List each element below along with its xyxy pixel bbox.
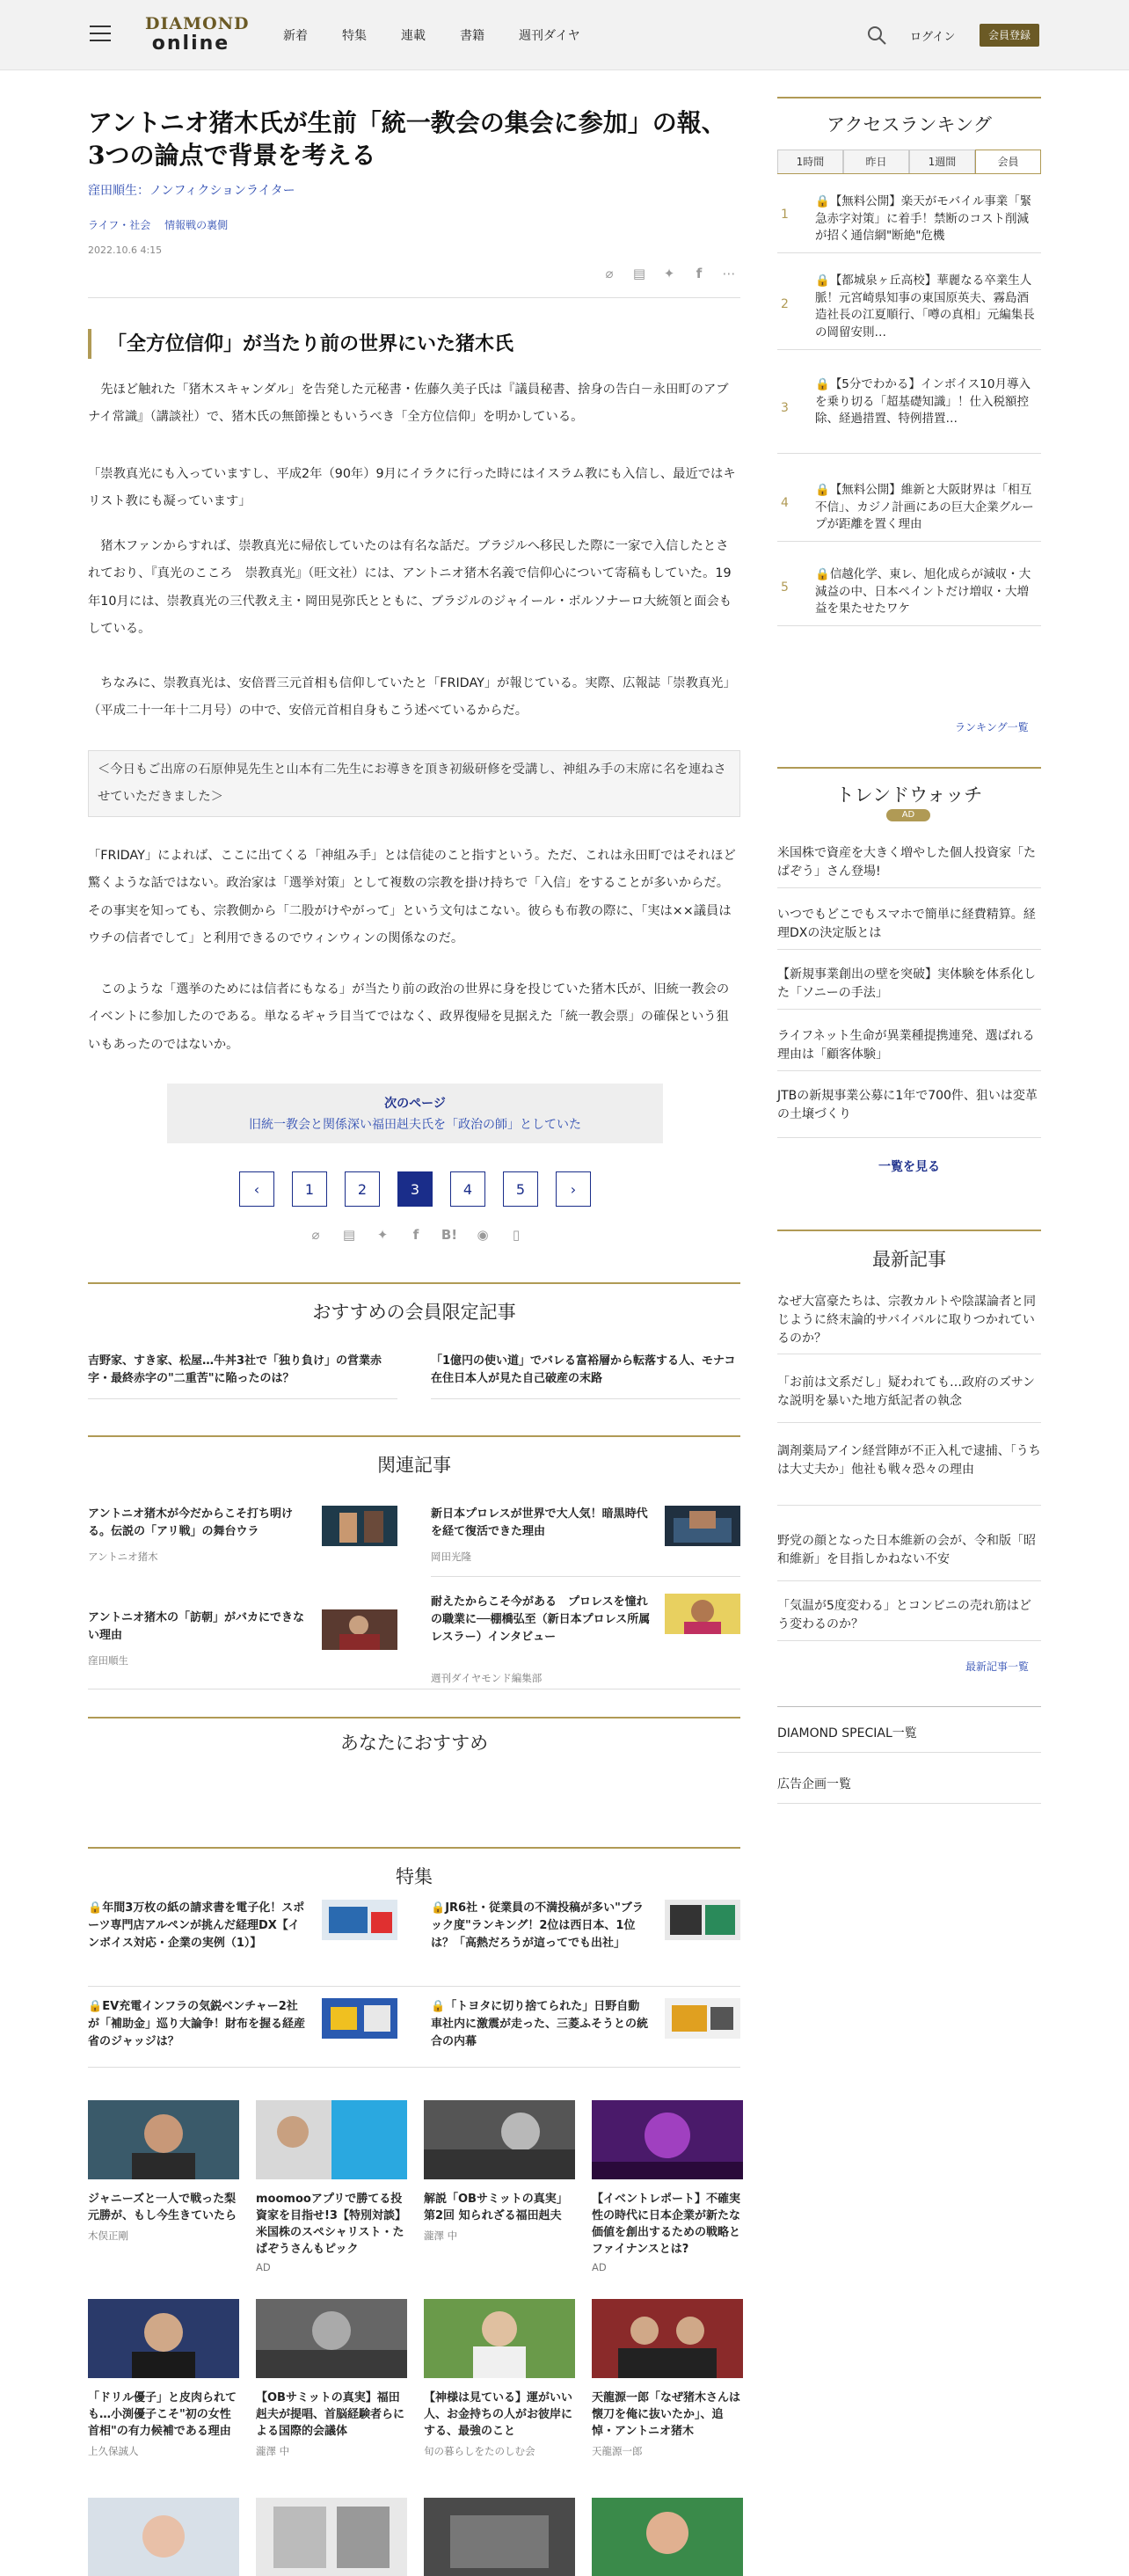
- next-page-box[interactable]: [167, 1084, 663, 1143]
- bookmark-icon[interactable]: ▯: [512, 1227, 521, 1243]
- card-title: moomooアプリで勝てる投資家を目指せ!3【特別対談】米国株のスペシャリスト・たぱぞうさんもピック: [256, 2193, 406, 2256]
- feature-article-title: [88, 1900, 308, 1952]
- divider: [88, 1986, 740, 1987]
- article-card[interactable]: [424, 2100, 575, 2243]
- article-card[interactable]: [592, 2100, 743, 2273]
- card-image: [88, 2299, 239, 2378]
- body-paragraph: 「崇教真光にも入っていますし、平成2年（90年）9月にイラクに行った時にはイスラム教にも入信し、最近ではキリスト教にも凝っています」: [88, 467, 736, 509]
- section-heading: 「全方位信仰」が当たり前の世界にいた猪木氏: [88, 329, 739, 359]
- lock-icon: 🔒: [431, 2000, 446, 2013]
- card-title: 【神様は見ている】運がいい人、お金持ちの人がお彼岸にする、最強のこと: [424, 2391, 573, 2438]
- latest-item[interactable]: 調剤薬局アイン経営陣が不正入札で逮捕、「うちは大丈夫か」他社も戦々恐々の理由: [777, 1442, 1041, 1506]
- facebook-icon[interactable]: f: [696, 266, 703, 281]
- share-toolbar: [600, 264, 739, 283]
- feature-title-text: 「トヨタに切り捨てられた」日野自動車社内に激震が走った、三菱ふそうとの統合の内幕: [431, 2000, 649, 2049]
- trend-item[interactable]: 【新規事業創出の壁を突破】実体験を体系化した「ソニーの手法」: [777, 966, 1041, 1010]
- rank-title: [815, 482, 1035, 534]
- divider: [431, 1576, 740, 1577]
- card-image[interactable]: [424, 2498, 575, 2576]
- card-author: AD: [256, 2261, 271, 2274]
- related-article-title: アントニオ猪木の「訪朝」がバカにできない理由: [88, 1611, 304, 1643]
- members-article[interactable]: 「1億円の使い道」でバレる富裕層から転落する人、モナコ在住日本人が見た自己破産の末路: [431, 1353, 740, 1399]
- ranking-item[interactable]: [777, 266, 1041, 350]
- latest-item[interactable]: 野党の顔となった日本維新の会が、令和版「昭和維新」を目指しかねない不安: [777, 1532, 1041, 1581]
- lock-icon: 🔒: [815, 483, 830, 497]
- related-article-author: 岡田光隆: [431, 1551, 471, 1563]
- related-thumbnail: [322, 1506, 397, 1546]
- register-button[interactable]: 会員登録: [980, 24, 1039, 47]
- article-card[interactable]: [256, 2100, 407, 2273]
- related-thumbnail: [665, 1506, 740, 1546]
- tab-1week[interactable]: 1週間: [909, 150, 975, 173]
- card-title: 【イベントレポート】不確実性の時代に日本企業が新たな価値を創出するための戦略とファイナンスとは?: [592, 2193, 741, 2256]
- card-author: 瀧澤 中: [256, 2444, 290, 2457]
- page-link[interactable]: 2: [345, 1171, 380, 1207]
- menu-icon[interactable]: [90, 26, 111, 43]
- feature-title-text: EV充電インフラの気鋭ベンチャー2社が「補助金」巡り大論争！財布を握る経産省のジャッジは？: [88, 2000, 306, 2049]
- card-author: 旬の暮らしをたのしむ会: [424, 2444, 535, 2457]
- lock-icon: 🔒: [815, 274, 830, 288]
- body-paragraph: 先ほど触れた「猪木スキャンダル」を告発した元秘書・佐藤久美子氏は『議員秘書、捨身の告白－永田町のアブナイ常識』（講談社）で、猪木氏の無節操ともいうべき「全方位信仰」を明かしている。: [88, 383, 729, 425]
- quote-box: ＜今日もご出席の石原伸晃先生と山本有二先生にお導きを頂き初級研修を受講し、神組み手の末席に名を連ねさせていただきました＞: [88, 750, 740, 817]
- card-image[interactable]: [256, 2498, 407, 2576]
- latest-item[interactable]: なぜ大富豪たちは、宗教カルトや陰謀論者と同じように終末論的サバイバルに取りつかれているのか？: [777, 1293, 1041, 1354]
- card-author: 天龍源一郎: [592, 2444, 643, 2457]
- twitter-icon[interactable]: ✦: [376, 1227, 389, 1243]
- divider: [777, 97, 1041, 99]
- author-link[interactable]: 窪田順生：ノンフィクションライター: [88, 184, 295, 198]
- rank-title-text: 信越化学、東レ、旭化成らが減収・大減益の中、日本ペイントだけ増収・大増益を果たせたワケ: [815, 567, 1031, 617]
- card-image[interactable]: [88, 2498, 239, 2576]
- body-paragraph: 「FRIDAY」によれば、ここに出てくる「神組み手」とは信徒のこと指すという。ただ、これは永田町ではそれほど驚くような話ではない。政治家は「選挙対策」として複数の宗教を掛け持ちで「入信」をすることが多いからだ。その事実を知っても、宗教側から「二股がけやがって」という文句はこない。彼らも布教の際に、「実は××議員はウチの信者でして」と利用できるのでウィンウィンの関係なのだ。: [88, 849, 736, 946]
- divider: [88, 1717, 740, 1719]
- feature-thumbnail: [322, 1998, 397, 2039]
- feature-thumbnail: [665, 1900, 740, 1940]
- login-link[interactable]: ログイン: [910, 31, 956, 44]
- trend-item[interactable]: いつでもどこでもスマホで簡単に経費精算。経理DXの決定版とは: [777, 906, 1041, 950]
- ranking-list-link[interactable]: ランキング一覧: [955, 721, 1029, 733]
- line-icon[interactable]: ◉: [477, 1227, 489, 1243]
- tab-yesterday[interactable]: 昨日: [843, 150, 909, 173]
- related-article-author: 週刊ダイヤモンド編集部: [431, 1672, 543, 1684]
- facebook-icon[interactable]: f: [412, 1227, 419, 1243]
- rank-title-text: 【無料公開】維新と大阪財界は「相互不信」、カジノ計画にあの巨大企業グループが距離を置く理由: [815, 483, 1034, 532]
- rank-title-text: 【都城泉ヶ丘高校】華麗なる卒業生人脈！元宮崎県知事の東国原英夫、霧島酒造社長の江夏順行、「噂の真相」元編集長の岡留安則…: [815, 274, 1035, 339]
- feature-article[interactable]: [88, 1900, 397, 1979]
- card-author: 木俣正剛: [88, 2229, 128, 2242]
- feature-article[interactable]: [88, 1998, 397, 2060]
- rank-number: 4: [781, 496, 789, 510]
- nav-item-books[interactable]: 書籍: [460, 29, 484, 43]
- nav-item-features[interactable]: 特集: [342, 29, 367, 43]
- trend-see-all-link[interactable]: 一覧を見る: [878, 1160, 940, 1174]
- next-page-title: 旧統一教会と関係深い福田赳夫氏を「政治の師」としていた: [249, 1118, 581, 1132]
- more-icon[interactable]: ⋯: [722, 266, 736, 281]
- related-article-title: 耐えたからこそ今がある プロレスを憧れの職業に──棚橋弘至（新日本プロレス所属レスラー）インタビュー: [431, 1595, 651, 1645]
- divider: [88, 297, 740, 298]
- rank-title-text: 【無料公開】楽天がモバイル事業「緊急赤字対策」に着手！禁断のコスト削減が招く通信網"断絶"危機: [815, 194, 1032, 244]
- divider: [88, 1435, 740, 1437]
- card-title: ジャニーズと一人で戦った梨元勝が、もし今生きていたら: [88, 2193, 237, 2222]
- print-icon[interactable]: ▤: [632, 266, 646, 281]
- related-section-title: 関連記事: [377, 1455, 451, 1476]
- clip-icon[interactable]: ⌀: [605, 266, 614, 281]
- lock-icon: 🔒: [815, 567, 830, 581]
- rank-number: 2: [781, 297, 789, 311]
- divider: [88, 2067, 740, 2068]
- card-image: [592, 2299, 743, 2378]
- clip-icon[interactable]: ⌀: [311, 1227, 320, 1243]
- related-article[interactable]: [431, 1506, 740, 1569]
- rank-title: [815, 566, 1035, 618]
- members-list: [88, 1353, 740, 1399]
- ranking-item[interactable]: [777, 369, 1041, 454]
- card-title: 【OBサミットの真実】福田赳夫が提唱、首脳経験者らによる国際的会議体: [256, 2391, 405, 2438]
- divider: [777, 1706, 1041, 1707]
- lock-icon: 🔒: [815, 377, 830, 391]
- rank-title-text: 【5分でわかる】インボイス10月導入を乗り切る「超基礎知識」！仕入税額控除、経過措置、特例措置…: [815, 377, 1031, 427]
- tab-1hour[interactable]: 1時間: [777, 150, 843, 173]
- related-thumbnail: [322, 1609, 397, 1650]
- feature-title-text: JR6社・従業員の不満投稿が多い"ブラック度"ランキング！2位は西日本、1位は？「高熱だろうが這ってでも出社」: [431, 1901, 644, 1951]
- article-card[interactable]: [256, 2299, 407, 2458]
- ranking-item[interactable]: [777, 186, 1041, 253]
- latest-list-link[interactable]: 最新記事一覧: [965, 1660, 1030, 1673]
- card-title: 解説「OBサミットの真実」第2回 知られざる福田赳夫: [424, 2193, 568, 2222]
- feature-article-title: [431, 1900, 651, 1952]
- trend-item[interactable]: JTBの新規事業公募に1年で700件、狙いは変革の土壌づくり: [777, 1087, 1041, 1138]
- trend-item[interactable]: ライフネット生命が異業種提携連発、選ばれる理由は「顧客体験」: [777, 1027, 1041, 1071]
- card-image: [256, 2100, 407, 2179]
- divider: [88, 1847, 740, 1849]
- feature-article[interactable]: [431, 1998, 740, 2060]
- article-title: アントニオ猪木氏が生前「統一教会の集会に参加」の報、3つの論点で背景を考える: [88, 108, 726, 170]
- related-article[interactable]: [431, 1594, 740, 1682]
- related-article-title: 新日本プロレスが世界で大人気！暗黒時代を経て復活できた理由: [431, 1507, 648, 1539]
- lock-icon: 🔒: [88, 2000, 103, 2013]
- page-link[interactable]: 4: [450, 1171, 485, 1207]
- rank-number: 5: [781, 580, 789, 595]
- rank-title: [815, 273, 1035, 341]
- card-author: 瀧澤 中: [424, 2229, 458, 2242]
- search-icon[interactable]: [866, 25, 887, 46]
- prev-page-button[interactable]: ‹: [239, 1171, 274, 1207]
- ad-badge: AD: [886, 809, 930, 821]
- nav-item-new[interactable]: 新着: [283, 29, 308, 43]
- divider: [777, 1230, 1041, 1231]
- latest-title: 最新記事: [872, 1249, 946, 1270]
- logo-top-text: DIAMOND: [145, 14, 250, 33]
- latest-item[interactable]: 「気温が5度変わる」とコンビニの売れ筋はどう変わるのか？: [777, 1597, 1041, 1641]
- related-article-author: アントニオ猪木: [88, 1551, 158, 1563]
- feature-thumbnail: [665, 1998, 740, 2039]
- card-image: [424, 2100, 575, 2179]
- lock-icon: 🔒: [88, 1901, 103, 1915]
- nav-item-weekly[interactable]: 週刊ダイヤ: [519, 29, 580, 43]
- divider: [777, 767, 1041, 769]
- feature-article-title: [431, 1998, 651, 2051]
- for-you-title: あなたにおすすめ: [339, 1733, 489, 1754]
- related-article[interactable]: [88, 1609, 397, 1673]
- logo-bottom-text: online: [151, 33, 230, 55]
- ranking-tabs: [777, 150, 1041, 174]
- related-article-author: 窪田順生: [88, 1654, 128, 1667]
- sidebar-link-special[interactable]: DIAMOND SPECIAL一覧: [777, 1724, 1041, 1753]
- lock-icon: 🔒: [431, 1901, 446, 1915]
- next-page-button[interactable]: ›: [556, 1171, 591, 1207]
- rank-number: 3: [781, 401, 789, 415]
- global-nav: [283, 26, 615, 44]
- article-card[interactable]: [592, 2299, 743, 2458]
- sidebar-link-ad[interactable]: 広告企画一覧: [777, 1775, 1041, 1804]
- article-card[interactable]: [88, 2100, 239, 2243]
- pagination: [239, 1171, 591, 1207]
- twitter-icon[interactable]: ✦: [663, 266, 675, 281]
- tab-members[interactable]: 会員: [975, 150, 1041, 173]
- article-card[interactable]: [88, 2299, 239, 2458]
- related-article[interactable]: [88, 1506, 397, 1569]
- category-link[interactable]: 情報戦の裏側: [164, 219, 229, 231]
- card-title: 天龍源一郎「なぜ猪木さんは懐刀を俺に抜いたか」、追悼・アントニオ猪木: [592, 2391, 741, 2438]
- site-header: [0, 0, 1129, 70]
- publish-date: 2022.10.6 4:15: [88, 244, 163, 256]
- article-card[interactable]: [424, 2299, 575, 2458]
- features-title: 特集: [396, 1866, 433, 1887]
- card-image: [424, 2299, 575, 2378]
- feature-article-title: [88, 1998, 308, 2051]
- ranking-item[interactable]: [777, 475, 1041, 542]
- card-author: AD: [592, 2261, 607, 2274]
- print-icon[interactable]: ▤: [342, 1227, 356, 1243]
- card-image: [256, 2299, 407, 2378]
- feature-title-text: 年間3万枚の紙の請求書を電子化！スポーツ専門店アルペンが挑んだ経理DX【インボイス対応・企業の実例（1）】: [88, 1901, 305, 1951]
- card-image[interactable]: [592, 2498, 743, 2576]
- related-article-title: アントニオ猪木が今だからこそ打ち明ける。伝説の「アリ戦」の舞台ウラ: [88, 1507, 293, 1539]
- related-thumbnail: [665, 1594, 740, 1634]
- ranking-title: アクセスランキング: [827, 114, 992, 135]
- page-link-current[interactable]: 3: [397, 1171, 433, 1207]
- members-article[interactable]: 吉野家、すき家、松屋…牛丼3社で「独り負け」の営業赤字・最終赤字の"二重苦"に陥ったのは？: [88, 1353, 397, 1399]
- category-list: [88, 217, 238, 232]
- site-logo[interactable]: [145, 14, 250, 56]
- page-link[interactable]: 1: [292, 1171, 327, 1207]
- body-paragraph: ちなみに、崇教真光は、安倍晋三元首相も信仰していたと「FRIDAY」が報じている。実際、広報誌「崇教真光」（平成二十一年十二月号）の中で、安倍元首相自身もこう述べているからだ。: [88, 676, 736, 719]
- card-image: [592, 2100, 743, 2179]
- trend-title: トレンドウォッチ: [835, 784, 983, 806]
- divider: [88, 1282, 740, 1284]
- members-section-title: おすすめの会員限定記事: [312, 1302, 516, 1323]
- feature-article[interactable]: [431, 1900, 740, 1979]
- rank-title: [815, 376, 1035, 428]
- rank-number: 1: [781, 208, 789, 222]
- hatena-icon[interactable]: B!: [441, 1227, 458, 1243]
- card-image: [88, 2100, 239, 2179]
- card-author: 上久保誠人: [88, 2444, 139, 2457]
- rank-title: [815, 193, 1035, 245]
- category-link[interactable]: ライフ・社会: [88, 219, 151, 231]
- page-link[interactable]: 5: [503, 1171, 538, 1207]
- next-page-label: 次のページ: [384, 1097, 446, 1111]
- body-paragraph: このような「選挙のためには信者にもなる」が当たり前の政治の世界に身を投じていた猪木氏が、旧統一教会のイベントに参加したのである。単なるギャラ目当てではなく、政界復帰を見据えた「統一教会票」の確保という狙いもあったのではないか。: [88, 982, 730, 1052]
- feature-thumbnail: [322, 1900, 397, 1940]
- card-title: 「ドリル優子」と皮肉られても…小渕優子こそ"初の女性首相"の有力候補である理由: [88, 2391, 237, 2438]
- latest-item[interactable]: 「お前は文系だし」疑われても…政府のズサンな説明を暴いた地方紙記者の執念: [777, 1374, 1041, 1423]
- bottom-share-toolbar: [306, 1225, 526, 1244]
- trend-item[interactable]: 米国株で資産を大きく増やした個人投資家「たぱぞう」さん登場!: [777, 844, 1041, 888]
- body-paragraph: 猪木ファンからすれば、崇教真光に帰依していたのは有名な話だ。ブラジルへ移民した際に一家で入信したとされており、『真光のこころ 崇教真光』（旺文社）には、アントニオ猪木名義で信仰心について寄稿もしていた。19年10月には、崇教真光の三代教え主・岡田晃弥氏とともに、ブラジルのジャイール・ボルソナーロ大統領と面会もしている。: [88, 539, 732, 637]
- lock-icon: 🔒: [815, 194, 830, 208]
- ranking-item[interactable]: [777, 559, 1041, 626]
- nav-item-series[interactable]: 連載: [401, 29, 426, 43]
